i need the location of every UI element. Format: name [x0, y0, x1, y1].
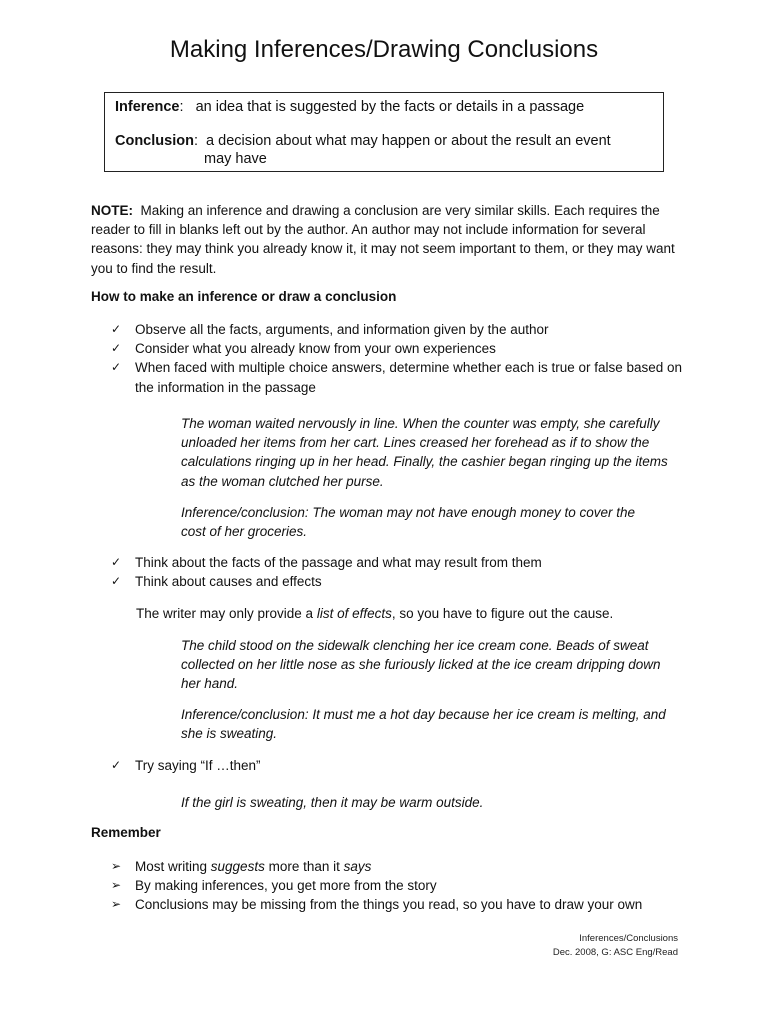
- writer-note: The writer may only provide a list of effects, so you have to figure out the cause.: [136, 606, 614, 621]
- check-icon: ✓: [111, 322, 122, 336]
- if-then-example: If the girl is sweating, then it may be warm outside.: [181, 795, 484, 810]
- inference-definition: Inference: an idea that is suggested by the facts or details in a passage: [115, 99, 585, 115]
- inference-text: an idea that is suggested by the facts or details in a passage: [195, 99, 585, 115]
- remember-list: [91, 857, 711, 915]
- list-item: ✓ When faced with multiple choice answers, determine whether each is true or false based on the information in the passage: [111, 360, 683, 395]
- check-icon: ✓: [111, 360, 122, 375]
- example-1-passage: The woman waited nervously in line. When the counter was empty, she carefully unloaded her items from her cart. Lines creased her forehead as if to show the calculations ringing up in her head. Finally, the cashier began ringing up the items as the woman clutched her purse.: [181, 416, 668, 489]
- arrow-bullet-icon: ➢: [111, 878, 122, 893]
- footer-line-1: Inferences/Conclusions: [579, 933, 678, 944]
- check-icon: ✓: [111, 758, 122, 772]
- conclusion-text-2: may have: [204, 151, 267, 167]
- list-item: ✓ Consider what you already know from your own experiences: [91, 339, 691, 358]
- checklist-2: [91, 553, 691, 591]
- page-title: Making Inferences/Drawing Conclusions: [169, 36, 599, 63]
- note-paragraph: [91, 201, 691, 278]
- check-icon: ✓: [111, 341, 122, 356]
- check-icon: ✓: [111, 574, 122, 589]
- list-item: ✓ Observe all the facts, arguments, and information given by the author: [91, 320, 691, 339]
- arrow-bullet-icon: ➢: [111, 897, 122, 912]
- definitions-box: [104, 92, 664, 172]
- list-item: ✓ Think about the facts of the passage and what may result from them: [91, 553, 691, 572]
- page-footer: [553, 932, 678, 960]
- arrow-bullet-icon: ➢: [111, 859, 122, 873]
- conclusion-text-1: a decision about what may happen or about the result an event: [206, 133, 611, 149]
- check-icon: ✓: [111, 555, 122, 569]
- example-2-inference: Inference/conclusion: It must me a hot day because her ice cream is melting, and she is sweating.: [181, 707, 666, 742]
- remember-heading: Remember: [91, 825, 161, 840]
- list-item: ✓ Think about causes and effects: [91, 572, 691, 591]
- list-item: ➢ Conclusions may be missing from the things you read, so you have to draw your own: [91, 895, 711, 914]
- footer-line-2: Dec. 2008, G: ASC Eng/Read: [552, 947, 678, 958]
- list-item: ✓ Try saying “If …then”: [91, 756, 691, 775]
- checklist-1: [91, 320, 691, 397]
- conclusion-definition: Conclusion: a decision about what may happen or about the result an event may have: [115, 132, 635, 168]
- note-text: Making an inference and drawing a conclusion are very similar skills. Each requires the reader to fill in blanks left out by the author. An author may not include information for several reasons: they may think you already know it, it may not seem important to them, or they may want you to find the result.: [91, 203, 675, 276]
- example-2-passage: The child stood on the sidewalk clenching her ice cream cone. Beads of sweat collected on her little nose as she furiously licked at the ice cream dripping down her hand.: [181, 638, 661, 692]
- list-item: ➢ Most writing suggests more than it says: [91, 857, 711, 876]
- howto-heading: How to make an inference or draw a conclusion: [91, 289, 397, 304]
- note-label: NOTE:: [91, 203, 133, 218]
- example-1-inference: Inference/conclusion: The woman may not have enough money to cover the cost of her groceries.: [181, 505, 636, 540]
- conclusion-term: Conclusion: [115, 133, 194, 149]
- checklist-3: [91, 756, 691, 775]
- inference-term: Inference: [115, 99, 180, 115]
- list-item: ➢ By making inferences, you get more from the story: [91, 876, 711, 895]
